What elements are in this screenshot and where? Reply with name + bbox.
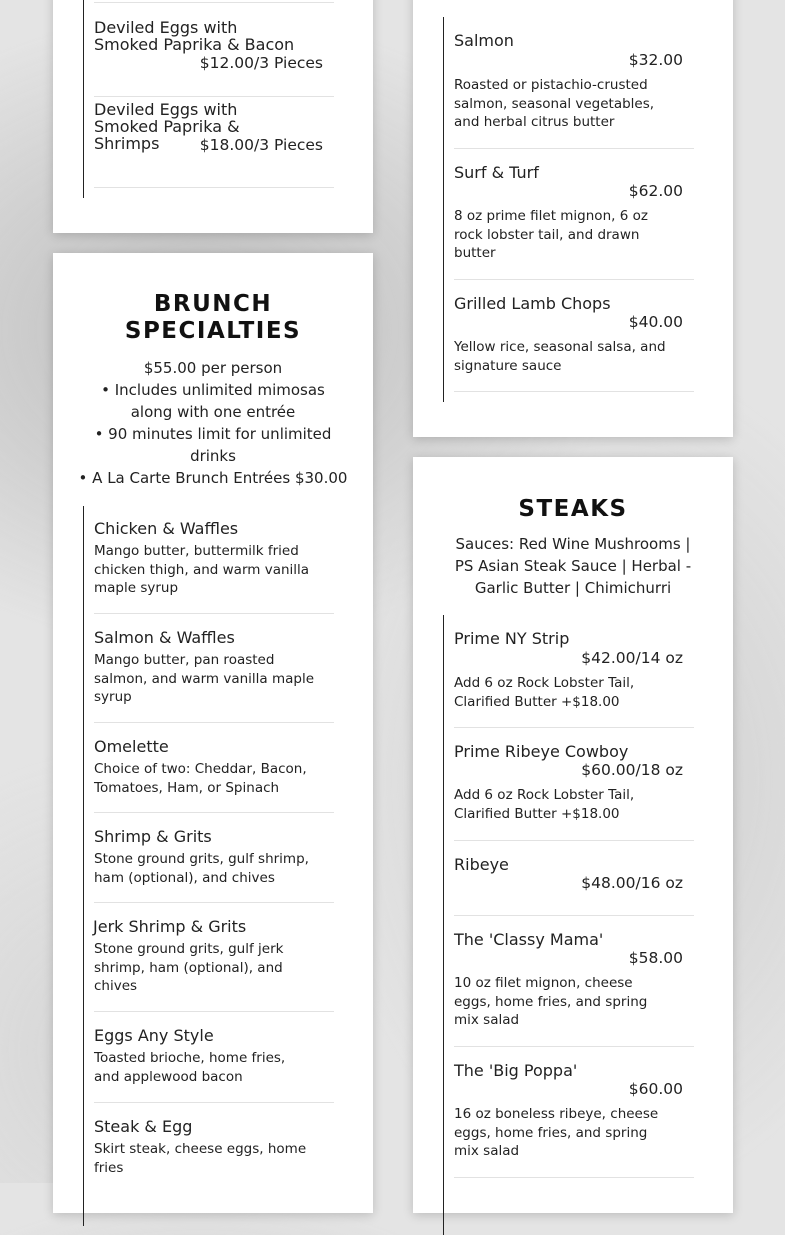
item-desc: 10 oz filet mignon, cheese eggs, home fries, and spring mix salad	[454, 975, 648, 1028]
item-desc: Stone ground grits, gulf shrimp, ham (optional), and chives	[94, 851, 309, 886]
menu-item	[94, 723, 334, 813]
menu-item	[454, 916, 694, 1047]
item-name: Salmon	[454, 31, 514, 50]
item-name: Deviled Eggs with Smoked Paprika & Shrimps	[94, 100, 240, 153]
item-name: The 'Big Poppa'	[454, 1061, 578, 1080]
brunch-time-info: • 90 minutes limit for unlimited drinks	[94, 425, 332, 465]
steaks-card	[413, 457, 733, 1213]
menu-item	[94, 96, 334, 188]
item-price: $60.00/18 oz	[581, 761, 683, 779]
item-name: Shrimp & Grits	[94, 827, 212, 846]
section-rule	[443, 17, 444, 402]
brunch-price-info: $55.00 per person	[143, 359, 283, 377]
item-name: Prime Ribeye Cowboy	[454, 742, 629, 761]
menu-item	[94, 1012, 334, 1103]
item-desc: Mango butter, buttermilk fried chicken thigh, and warm vanilla maple syrup	[94, 543, 310, 596]
section-title: BRUNCH SPECIALTIES	[124, 291, 302, 344]
item-name: The 'Classy Mama'	[454, 930, 604, 949]
menu-item	[454, 728, 694, 841]
menu-item	[454, 149, 694, 280]
menu-item	[94, 813, 334, 903]
menu-item	[454, 615, 694, 728]
item-desc: Yellow rice, seasonal salsa, and signature sauce	[454, 339, 666, 374]
item-name: Surf & Turf	[454, 163, 539, 182]
menu-item	[94, 506, 334, 614]
section-title: STEAKS	[518, 496, 628, 522]
item-name: Grilled Lamb Chops	[454, 294, 611, 313]
entrees-card	[413, 0, 733, 437]
brunch-card	[53, 253, 373, 1213]
section-rule	[443, 615, 444, 1235]
menu-item	[454, 280, 694, 392]
item-name: Steak & Egg	[94, 1117, 193, 1136]
item-name: Eggs Any Style	[94, 1026, 214, 1045]
item-desc: Mango butter, pan roasted salmon, and warm vanilla maple syrup	[94, 652, 315, 705]
item-name: Chicken & Waffles	[94, 519, 239, 538]
menu-item	[94, 614, 334, 723]
menu-item	[94, 2, 334, 97]
item-price: $62.00	[628, 182, 683, 200]
item-name: Jerk Shrimp & Grits	[93, 917, 247, 936]
menu-item	[94, 1103, 334, 1203]
item-desc: Stone ground grits, gulf jerk shrimp, ham (optional), and chives	[94, 941, 284, 994]
item-desc: Add 6 oz Rock Lobster Tail, Clarified Butter +$18.00	[454, 787, 635, 822]
menu-item	[454, 17, 694, 149]
item-desc: Choice of two: Cheddar, Bacon, Tomatoes, Ham, or Spinach	[94, 761, 307, 796]
menu-item	[454, 841, 694, 916]
item-desc: Skirt steak, cheese eggs, home fries	[94, 1141, 307, 1176]
item-name: Deviled Eggs with Smoked Paprika & Bacon	[94, 18, 295, 54]
steaks-sauces-info: Sauces: Red Wine Mushrooms | PS Asian Steak Sauce | Herbal - Garlic Butter | Chimichurri	[454, 535, 692, 597]
item-desc: Add 6 oz Rock Lobster Tail, Clarified Butter +$18.00	[454, 675, 635, 710]
item-desc: Toasted brioche, home fries, and applewood bacon	[94, 1050, 286, 1085]
item-price: $40.00	[628, 313, 683, 331]
item-price: $58.00	[628, 949, 683, 967]
brunch-alacarte-info: • A La Carte Brunch Entrées $30.00	[78, 469, 348, 487]
item-price: $18.00/3 Pieces	[199, 136, 323, 154]
section-rule	[83, 506, 84, 1226]
item-price: $48.00/16 oz	[581, 874, 683, 892]
item-price: $32.00	[628, 51, 683, 69]
item-desc: 8 oz prime filet mignon, 6 oz rock lobster tail, and drawn butter	[454, 208, 648, 261]
item-name: Ribeye	[454, 855, 509, 874]
section-rule	[83, 0, 84, 198]
appetizers-card	[53, 0, 373, 233]
item-price: $60.00	[628, 1080, 683, 1098]
item-desc: 16 oz boneless ribeye, cheese eggs, home fries, and spring mix salad	[454, 1106, 659, 1159]
item-name: Prime NY Strip	[454, 629, 570, 648]
menu-item	[94, 903, 334, 1012]
item-name: Salmon & Waffles	[94, 628, 235, 647]
brunch-mimosa-info: • Includes unlimited mimosas along with one entrée	[101, 381, 325, 421]
item-price: $12.00/3 Pieces	[199, 54, 323, 72]
item-price: $42.00/14 oz	[581, 649, 683, 667]
item-desc: Roasted or pistachio-crusted salmon, seasonal vegetables, and herbal citrus butter	[454, 77, 655, 130]
menu-item	[454, 1047, 694, 1178]
item-name: Omelette	[94, 737, 169, 756]
